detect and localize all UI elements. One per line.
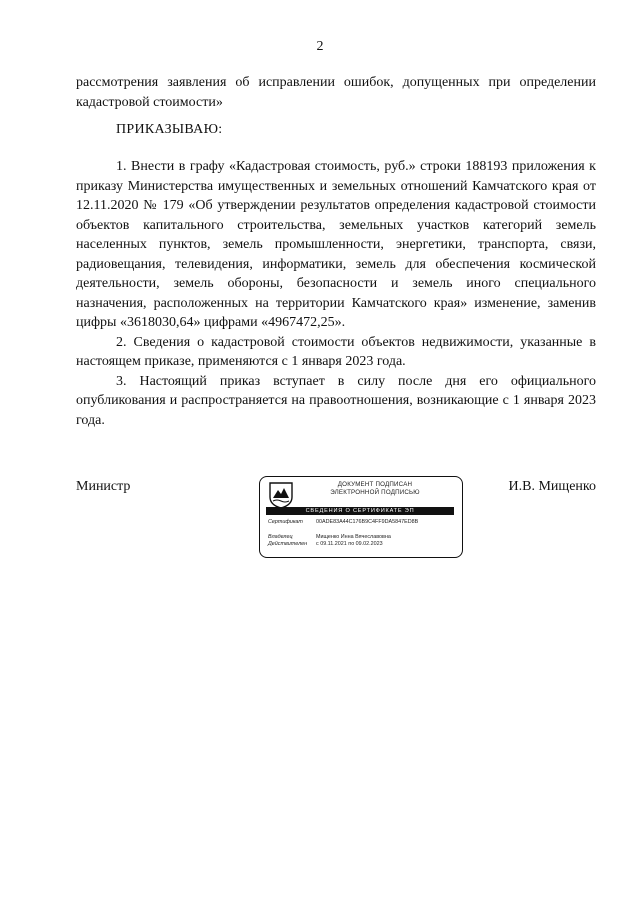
certificate-label: Сертификат [268, 519, 303, 525]
certificate-value: 00ADE83A44C176B9C4FF9DA5847ED8B [316, 519, 419, 525]
signer-name: И.В. Мищенко [508, 479, 596, 494]
order-items [76, 157, 596, 430]
stamp-header-line-2: ЭЛЕКТРОННОЙ ПОДПИСЬЮ [330, 489, 420, 496]
signer-title: Министр [76, 479, 131, 494]
page-number: 2 [316, 39, 324, 54]
validity-label: Действителен [268, 541, 308, 547]
order-item-2: 2. Сведения о кадастровой стоимости объектов недвижимости, указанные в настоящем приказе, применяются с 1 января 2023 года. [76, 334, 596, 369]
coat-of-arms-icon [268, 481, 294, 509]
intro-text: рассмотрения заявления об исправлении ошибок, допущенных при определении кадастровой стоимости» [76, 75, 596, 110]
owner-label: Владелец [268, 534, 293, 540]
order-item-1: 1. Внести в графу «Кадастровая стоимость, руб.» строки 188193 приложения к приказу Министерства имущественных и земельных отношений Камчатского края от 12.11.2020 № 179 «Об утверждении результатов определения кадастровой стоимости объектов капитального строительства, земельных участков категорий земель населенных пунктов, земель промышленности, энергетики, транспорта, связи, радиовещания, телевидения, информатики, земель для обеспечения космической деятельности, земель обороны, безопасности и земель иного специального назначения, расположенных на территории Камчатского края» изменение, заменив цифры «3618030,64» цифрами «4967472,25». [76, 159, 596, 330]
stamp-header [300, 481, 450, 497]
digital-signature-stamp [259, 476, 463, 558]
stamp-header-line-1: ДОКУМЕНТ ПОДПИСАН [337, 481, 413, 488]
order-item-3: 3. Настоящий приказ вступает в силу после дня его официального опубликования и распространяется на правоотношения, возникающие с 1 января 2023 года. [76, 373, 596, 428]
intro-paragraph [76, 73, 596, 112]
stamp-certificate-bar: СВЕДЕНИЯ О СЕРТИФИКАТЕ ЭП [266, 507, 454, 515]
owner-value: Мищенко Инна Вячеславовна [316, 534, 391, 540]
validity-value: с 09.11.2021 по 09.02.2023 [316, 541, 383, 547]
order-heading: ПРИКАЗЫВАЮ: [116, 122, 223, 137]
